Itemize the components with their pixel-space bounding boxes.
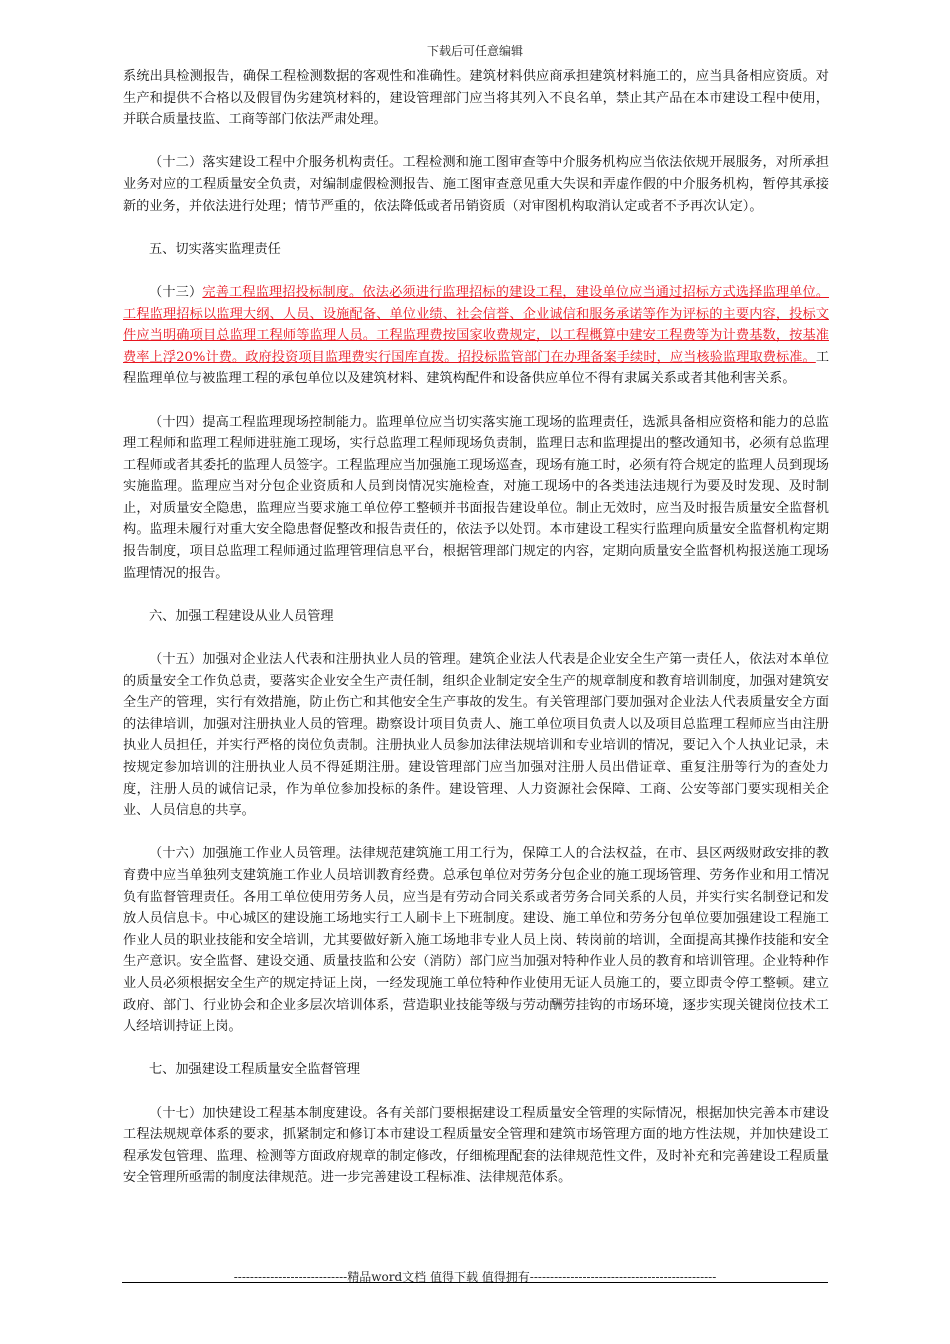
footer-rule — [122, 1282, 828, 1283]
paragraph-13-highlighted-text: 完善工程监理招投标制度。依法必须进行监理招标的建设工程，建设单位应当通过招标方式选择监理单位。工程监理招标以监理大纲、人员、设施配备、单位业绩、社会信誉、企业诚信和服务承诺等作为评标的主要内容，投标文件应当明确项目总监理工程师等监理人员。工程监理费按国家收费规定，以工程概算中建安工程费等为计费基数，按基准费率上浮20%计费。政府投资项目监理费实行国库直拨。招投标监管部门在办理备案手续时，应当核验监理取费标准。 — [123, 284, 830, 365]
paragraph-15: （十五）加强对企业法人代表和注册执业人员的管理。建筑企业法人代表是企业安全生产第一责任人，依法对本单位的质量安全工作负总责，要落实企业安全生产责任制，组织企业制定安全生产的规章制度和教育培训制度，加强对建筑安全生产的管理，实行有效措施，防止伤亡和其他安全生产事故的发生。有关管理部门要加强对企业法人代表质量安全方面的法律培训，加强对注册执业人员的管理。勘察设计项目负责人、施工单位项目负责人以及项目总监理工程师应当由注册执业人员担任，并实行严格的岗位负责制。注册执业人员参加法律法规培训和专业培训的情况，要记入个人执业记录，未按规定参加培训的注册执业人员不得延期注册。建设管理部门应当加强对注册人员出借证章、重复注册等行为的查处力度，注册人员的诚信记录，作为单位参加投标的条件。建设管理、人力资源社会保障、工商、公安等部门要实现相关企业、人员信息的共享。 — [123, 652, 829, 819]
paragraph-continued: 系统出具检测报告，确保工程检测数据的客观性和准确性。建筑材料供应商承担建筑材料施工的，应当具备相应资质。对生产和提供不合格以及假冒伪劣建筑材料的，建设管理部门应当将其列入不良名单，禁止其产品在本市建设工程中使用，并联合质量技监、工商等部门依法严肃处理。 — [123, 69, 829, 128]
section-heading-6: 六、加强工程建设从业人员管理 — [149, 608, 334, 624]
paragraph-13 — [123, 282, 829, 390]
paragraph-17: （十七）加快建设工程基本制度建设。各有关部门要根据建设工程质量安全管理的实际情况，根据加快完善本市建设工程法规规章体系的要求，抓紧制定和修订本市建设工程质量安全管理和建筑市场管理方面的地方性法规，并加快建设工程承发包管理、监理、检测等方面政府规章的制定修改，仔细梳理配套的法律规范性文件，及时补充和完善建设工程质量安全管理所亟需的制度法律规范。进一步完善建设工程标准、法律规范体系。 — [123, 1105, 829, 1186]
page-footer: ----------------------------精品word文档 值得下载 值得拥有---------------------------------------------- — [233, 1270, 717, 1284]
paragraph-12: （十二）落实建设工程中介服务机构责任。工程检测和施工图审查等中介服务机构应当依法依规开展服务，对所承担业务对应的工程质量安全负责，对编制虚假检测报告、施工图审查意见重大失误和弄虚作假的中介服务机构，暂停其承接新的业务，并依法进行处理；情节严重的，依法降低或者吊销资质（对审图机构取消认定或者不予再次认定）。 — [123, 155, 829, 214]
paragraph-13-rest: 工程监理单位与被监理工程的承包单位以及建筑材料、建筑构配件和设备供应单位不得有隶属关系或者其他利害关系。 — [123, 349, 829, 387]
section-heading-5: 五、切实落实监理责任 — [149, 241, 281, 257]
paragraph-13-prefix: （十三） — [149, 284, 203, 300]
paragraph-14: （十四）提高工程监理现场控制能力。监理单位应当切实落实施工现场的监理责任，选派具备相应资格和能力的总监理工程师和监理工程师进驻施工现场，实行总监理工程师现场负责制，监理日志和监理提出的整改通知书，必须有总监理工程师或者其委托的监理人员签字。工程监理应当加强施工现场巡查，现场有施工时，必须有符合规定的监理人员到现场实施监理。监理应当对分包企业资质和人员到岗情况实施检查，对施工现场中的各类违法违规行为要及时发现、及时制止，对质量安全隐患，监理应当要求施工单位停工整顿并书面报告建设单位。制止无效时，应当及时报告质量安全监督机构。监理未履行对重大安全隐患督促整改和报告责任的，依法予以处罚。本市建设工程实行监理向质量安全监督机构定期报告制度，项目总监理工程师通过监理管理信息平台，根据管理部门规定的内容，定期向质量安全监督机构报送施工现场监理情况的报告。 — [123, 414, 829, 581]
document-body — [123, 66, 829, 1210]
paragraph-16: （十六）加强施工作业人员管理。法律规范建筑施工用工行为，保障工人的合法权益，在市、县区两级财政安排的教育费中应当单独列支建筑施工作业人员培训教育经费。总承包单位对劳务分包企业的施工现场管理、劳务作业和用工情况负有监督管理责任。各用工单位使用劳务人员，应当是有劳动合同关系或者劳务合同关系的人员，并实行实名制登记和发放人员信息卡。中心城区的建设施工场地实行工人刷卡上下班制度。建设、施工单位和劳务分包单位要加强建设工程施工作业人员的职业技能和安全培训，尤其要做好新入施工场地非专业人员上岗、转岗前的培训，全面提高其操作技能和安全生产意识。安全监督、建设交通、质量技监和公安（消防）部门应当加强对特种作业人员的教育和培训管理。企业特种作业人员必须根据安全生产的规定持证上岗，一经发现施工单位特种作业使用无证人员施工的，要立即责令停工整顿。建立政府、部门、行业协会和企业多层次培训体系，营造职业技能等级与劳动酬劳挂钩的市场环境，逐步实现关键岗位技术工人经培训持证上岗。 — [123, 846, 829, 1035]
page-header: 下载后可任意编辑 — [426, 44, 523, 58]
section-heading-7: 七、加强建设工程质量安全监督管理 — [149, 1062, 360, 1078]
